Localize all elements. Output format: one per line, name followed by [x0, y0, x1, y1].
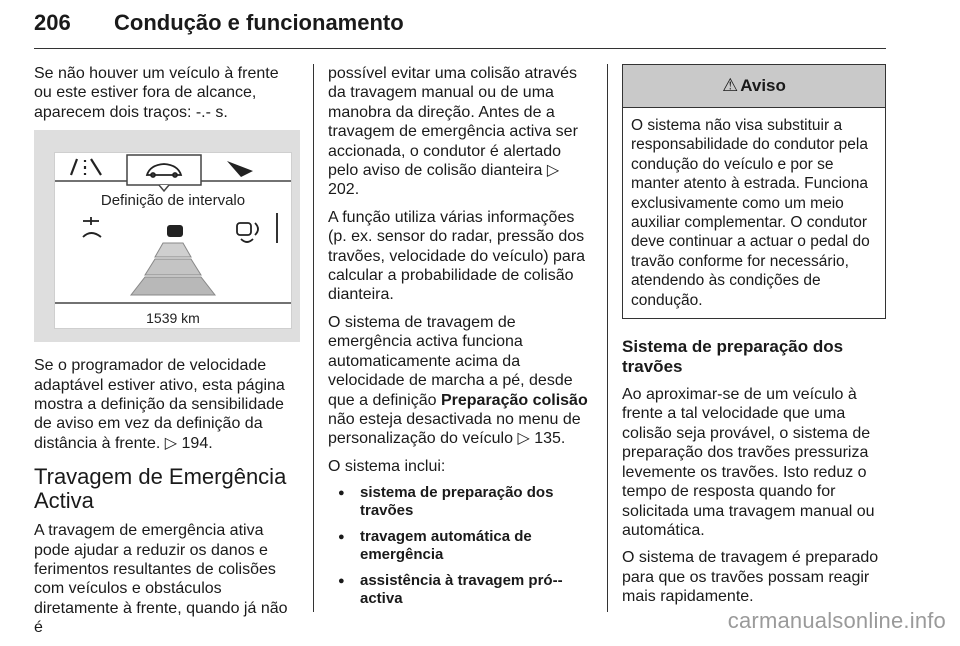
page-number: 206 [34, 10, 71, 35]
arrow-ref-icon: ▷ [546, 162, 560, 180]
paragraph-brake-ready: O sistema de travagem é preparado para que os travões possam reagir mais rapidamente. [622, 549, 879, 606]
lane-icon [71, 159, 101, 175]
display-illustration [55, 153, 291, 328]
light-sensor-icon [83, 217, 101, 237]
paragraph-aeb-intro: A travagem de emergência ativa pode ajudar a reduzir os danos e ferimentos resultantes de colisões com veículos e obstáculos diretamente à frente, quando já não é [34, 522, 288, 637]
selected-tab [127, 155, 201, 185]
section-heading-aeb: Travagem de Emergência Activa [34, 464, 287, 514]
warning-text: O sistema não visa substituir a responsabilidade do condutor pela condução do veículo e por se manter atento à estrada. Funciona exclusivamente como um meio auxiliar complementar. O condutor deve continuar a actuar o pedal do travão conforme for necessário, atendendo às condições de condução. [631, 117, 870, 309]
watermark: carmanualsonline.info [727, 608, 946, 633]
paragraph-aeb-cont: possível evitar uma colisão através da travagem manual ou de uma manobra da direção. Antes de a travagem de emergência activa ser accionada, o condutor é alertado pelo aviso de colisão dianteira ▷ 202. [328, 65, 578, 199]
arrow-ref-icon: ▷ [164, 434, 178, 452]
warning-box [622, 64, 886, 319]
warning-title: Aviso [740, 76, 786, 96]
list-item: ● assistência à travagem pró--activa [328, 572, 594, 608]
list-item: ● sistema de preparação dos travões [328, 484, 594, 520]
column-left [34, 64, 300, 646]
paragraph-function: A função utiliza várias informações (p. ex. sensor do radar, pressão dos travões, velocidade do veículo) para calcular a probabilidade de colisão dianteira. [328, 208, 586, 304]
road-sign-icon [227, 161, 253, 177]
odometer-readout: 1539 km [146, 310, 200, 327]
paragraph-brake-prep: Ao aproximar-se de um veículo à frente a tal velocidade que uma colisão seja provável, o sistema de preparação dos travões pressuriza levemente os travões. Isto reduz o tempo de resposta quando for solicitada uma travagem manual ou automática. [622, 386, 875, 539]
warning-triangle-icon: ⚠ [722, 75, 739, 96]
warning-header [623, 65, 885, 108]
arrow-ref-icon: ▷ [517, 430, 530, 448]
car-sensor-icon [237, 223, 258, 242]
section-heading-brake-prep: Sistema de preparação dos travões [622, 337, 844, 377]
display-figure [34, 130, 300, 342]
display-title: Definição de intervalo [100, 192, 246, 210]
distance-bars [131, 243, 215, 295]
list-item: ● travagem automática de emergência [328, 528, 594, 564]
page-header [34, 8, 886, 49]
column-divider [607, 64, 608, 612]
column-divider [313, 64, 314, 612]
paragraph-operation: O sistema de travagem de emergência activa funciona automaticamente acima da velocidade de marcha a pé, desde que a definição Preparação colisão não esteja desactivada no menu de personalização do veículo ▷ 135. [328, 313, 588, 448]
setting-name: Preparação colisão [440, 391, 588, 409]
instrument-display [54, 152, 292, 329]
paragraph-includes: O sistema inclui: [328, 457, 446, 475]
column-middle [328, 64, 594, 616]
paragraph-no-vehicle: Se não houver um veículo à frente ou este estiver fora de alcance, aparecem dois traços: -.- s. [34, 65, 279, 121]
column-right [622, 64, 886, 615]
feature-list [328, 484, 594, 608]
chapter-title: Condução e funcionamento [114, 10, 404, 35]
car-ahead-icon [167, 225, 183, 237]
paragraph-acc: Se o programador de velocidade adaptável estiver ativo, esta página mostra a definição da sensibilidade de aviso em vez da definição da distância à frente. ▷ 194. [34, 357, 285, 452]
